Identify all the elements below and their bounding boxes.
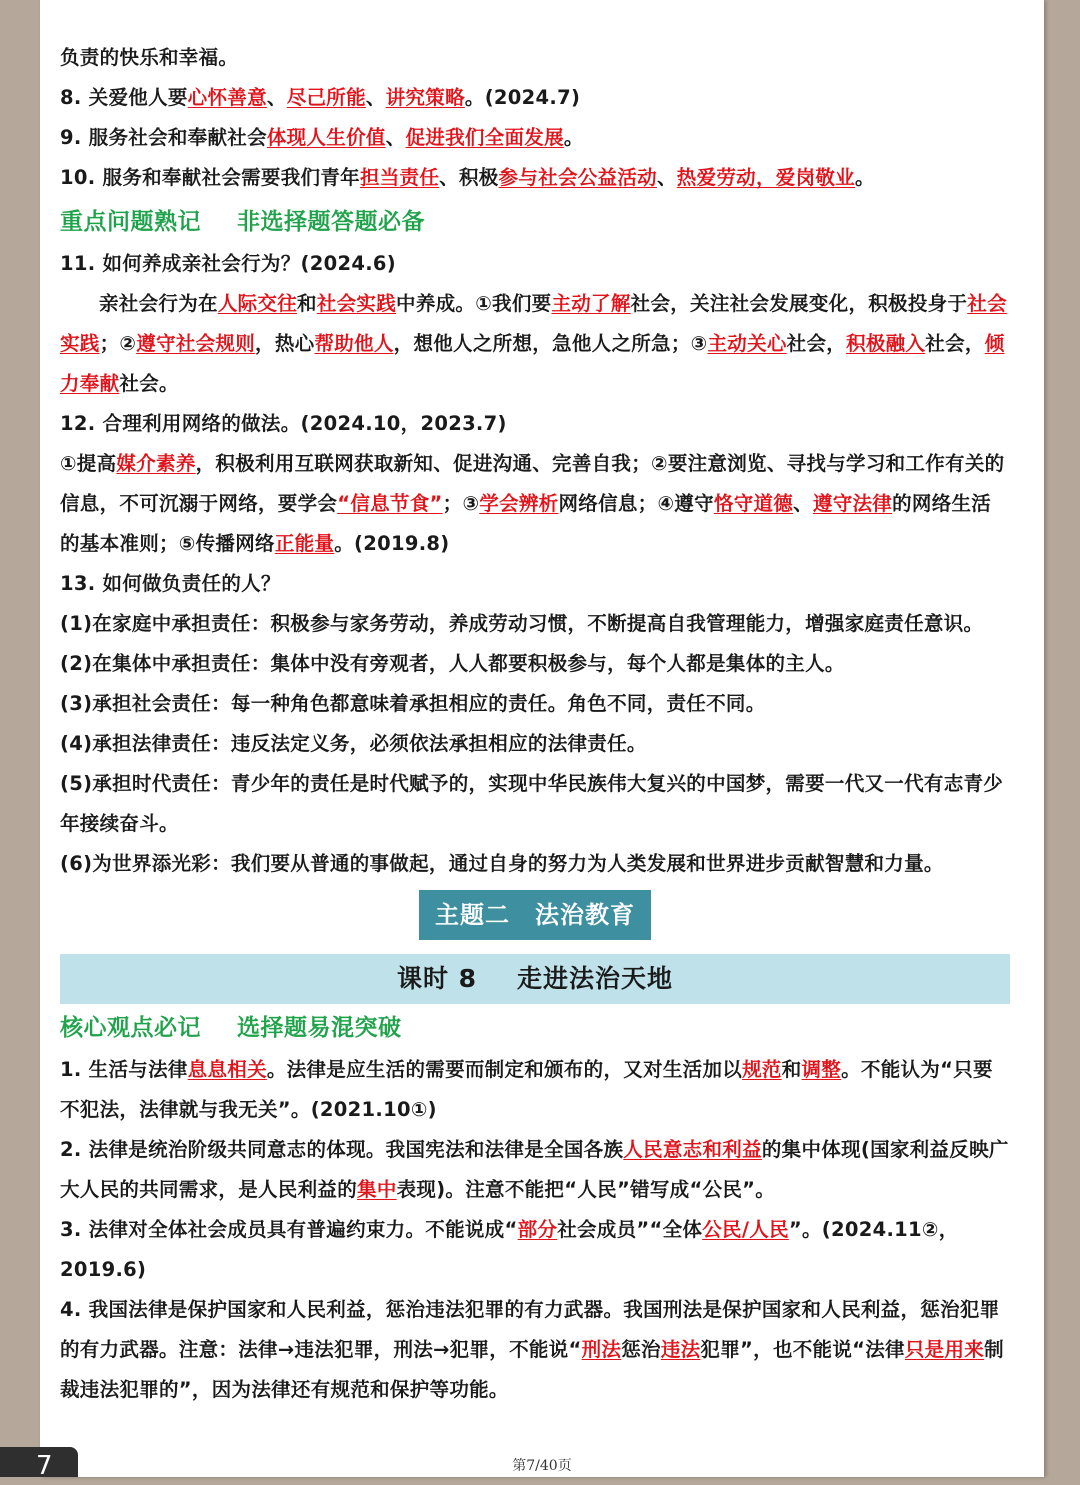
keyword: 社会实践 (316, 292, 397, 315)
text: 制裁违法犯罪的”，因为法律还有规范和保护等功能。 (60, 1338, 1004, 1401)
text: 社会。 (119, 372, 179, 395)
keyword: 积极融入 (846, 332, 926, 355)
text: 的集中体现(国家利益反映广大人民的共同需求，是人民利益的 (60, 1138, 1009, 1201)
text: 。 (854, 166, 875, 189)
text: 、 (365, 86, 386, 109)
page-content (60, 38, 1010, 1410)
section-heading-key-questions (60, 200, 1010, 244)
question-13-item: (2)在集体中承担责任：集体中没有旁观者，人人都要积极参与，每个人都是集体的主人。 (60, 652, 845, 675)
point-8 (60, 78, 1010, 118)
text: 和 (781, 1058, 802, 1081)
text: 社会，关注社会发展变化，积极投身于 (630, 292, 968, 315)
law-point-3 (60, 1210, 1010, 1290)
text: 4. 我国法律是保护国家和人民利益，惩治违法犯罪的有力武器。我国刑法是保护国家和人民利益，惩治犯罪的有力武器。注意：法律→违法犯罪，刑法→犯罪，不能说“ (60, 1298, 1000, 1361)
question-13-title: 13. 如何做负责任的人？ (60, 572, 281, 595)
keyword: 只是用来 (904, 1338, 985, 1361)
page-number: 第7/40页 (512, 1458, 572, 1474)
question-13-item: (6)为世界添光彩：我们要从普通的事做起，通过自身的努力为人类发展和世界进步贡献智慧和力量。 (60, 852, 944, 875)
keyword: 尽己所能 (286, 86, 366, 109)
text: 。不能认为“只要不犯法，法律就与我无关”。(2021.10①) (60, 1058, 993, 1121)
keyword: 人际交往 (217, 292, 298, 315)
keyword: 热爱劳动，爱岗敬业 (676, 166, 855, 189)
text: 。(2024.7) (464, 86, 581, 109)
question-13-item: (3)承担社会责任：每一种角色都意味着承担相应的责任。角色不同，责任不同。 (60, 692, 766, 715)
text: 10. 服务和奉献社会需要我们青年 (60, 166, 360, 189)
text: ，热心 (255, 332, 315, 355)
keyword: 违法 (660, 1338, 701, 1361)
keyword: 担当责任 (359, 166, 440, 189)
text: 2. 法律是统治阶级共同意志的体现。我国宪法和法律是全国各族 (60, 1138, 624, 1161)
keyword: 公民/人民 (702, 1218, 789, 1241)
text: 的网络生活的基本准则；⑤传播网络 (60, 492, 992, 555)
text: ”。(2024.11②，2019.6) (60, 1218, 959, 1281)
text: 社会成员”“全体 (557, 1218, 703, 1241)
keyword: 遵守社会规则 (136, 332, 256, 355)
keyword: 主动了解 (551, 292, 631, 315)
text: ，积极利用互联网获取新知、促进沟通、完善自我；②要注意浏览、寻找与学习和工作有关的信息，不可沉溺于网络，要学会 (60, 452, 1005, 515)
question-11-answer (60, 284, 1010, 404)
theme-title: 主题二 法治教育 (419, 890, 651, 940)
text: 负责的快乐和幸福。 (60, 46, 239, 69)
keyword: 学会辨析 (479, 492, 559, 515)
law-point-4 (60, 1290, 1010, 1410)
text: 8. 关爱他人要 (60, 86, 188, 109)
keyword: 主动关心 (707, 332, 787, 355)
text: 。 (563, 126, 584, 149)
text: 表现)。注意不能把“人民”错写成“公民”。 (396, 1178, 776, 1201)
question-13-item: (5)承担时代责任：青少年的责任是时代赋予的，实现中华民族伟大复兴的中国梦，需要一代又一代有志青少年接续奋斗。 (60, 772, 1004, 835)
text: 9. 服务社会和奉献社会 (60, 126, 267, 149)
text: ①提高 (60, 452, 117, 475)
text: 社会， (925, 332, 985, 355)
keyword: 遵守法律 (812, 492, 893, 515)
keyword: 正能量 (274, 532, 335, 555)
text: 。(2019.8) (334, 532, 450, 555)
text: 中养成。①我们要 (396, 292, 552, 315)
question-12-title: 12. 合理利用网络的做法。(2024.10，2023.7) (60, 412, 507, 435)
text: 和 (297, 292, 317, 315)
question-13-item: (4)承担法律责任：违反法定义务，必须依法承担相应的法律责任。 (60, 732, 647, 755)
keyword: 刑法 (581, 1338, 622, 1361)
question-11-title: 11. 如何养成亲社会行为？(2024.6) (60, 252, 397, 275)
text: ；② (99, 332, 137, 355)
lesson-banner (60, 954, 1010, 1004)
section-heading-core-points (60, 1006, 1010, 1050)
lesson-title: 走进法治天地 (517, 964, 674, 993)
text: 亲社会行为在 (99, 292, 218, 315)
keyword: 调整 (801, 1058, 842, 1081)
point-9 (60, 118, 1010, 158)
law-point-2 (60, 1130, 1010, 1210)
page-badge: 7 (0, 1447, 78, 1477)
section-right: 选择题易混突破 (237, 1015, 402, 1041)
text: 犯罪”，也不能说“法律 (700, 1338, 905, 1361)
text: 、 (266, 86, 287, 109)
text: 。法律是应生活的需要而制定和颁布的，又对生活加以 (266, 1058, 743, 1081)
keyword: 促进我们全面发展 (405, 126, 564, 149)
text: 、 (385, 126, 406, 149)
keyword: 部分 (517, 1218, 558, 1241)
keyword: 心怀善意 (187, 86, 267, 109)
keyword: 参与社会公益活动 (498, 166, 657, 189)
keyword: 集中 (357, 1178, 397, 1201)
keyword: 规范 (742, 1058, 782, 1081)
text: 网络信息；④遵守 (558, 492, 714, 515)
lesson-number: 课时 8 (396, 964, 478, 993)
keyword: 帮助他人 (314, 332, 394, 355)
text: 惩治 (621, 1338, 661, 1361)
text: 1. 生活与法律 (60, 1058, 188, 1081)
keyword: 讲究策略 (385, 86, 465, 109)
keyword: 息息相关 (187, 1058, 267, 1081)
law-point-1 (60, 1050, 1010, 1130)
text: 、 (793, 492, 813, 515)
keyword: 媒介素养 (116, 452, 196, 475)
text: ，想他人之所想，急他人之所急；③ (393, 332, 708, 355)
line-1 (60, 38, 1010, 78)
question-13-item: (1)在家庭中承担责任：积极参与家务劳动，养成劳动习惯，不断提高自我管理能力，增强家庭责任意识。 (60, 612, 984, 635)
section-left: 核心观点必记 (60, 1015, 201, 1041)
text: 、 (656, 166, 677, 189)
keyword: 恪守道德 (713, 492, 794, 515)
keyword: 人民意志和利益 (623, 1138, 762, 1161)
text: 3. 法律对全体社会成员具有普遍约束力。不能说成“ (60, 1218, 518, 1241)
text: 社会， (786, 332, 847, 355)
text: 、积极 (439, 166, 499, 189)
section-left: 重点问题熟记 (60, 209, 201, 235)
keyword: 社会实践 (60, 292, 1007, 355)
keyword: “信息节食” (337, 492, 443, 515)
point-10 (60, 158, 1010, 198)
document-page (40, 0, 1044, 1477)
keyword: 体现人生价值 (266, 126, 386, 149)
theme-banner (60, 884, 1010, 954)
text: ；③ (442, 492, 480, 515)
section-right: 非选择题答题必备 (237, 209, 425, 235)
question-12-answer (60, 444, 1010, 564)
keyword: 倾力奉献 (60, 332, 1005, 395)
